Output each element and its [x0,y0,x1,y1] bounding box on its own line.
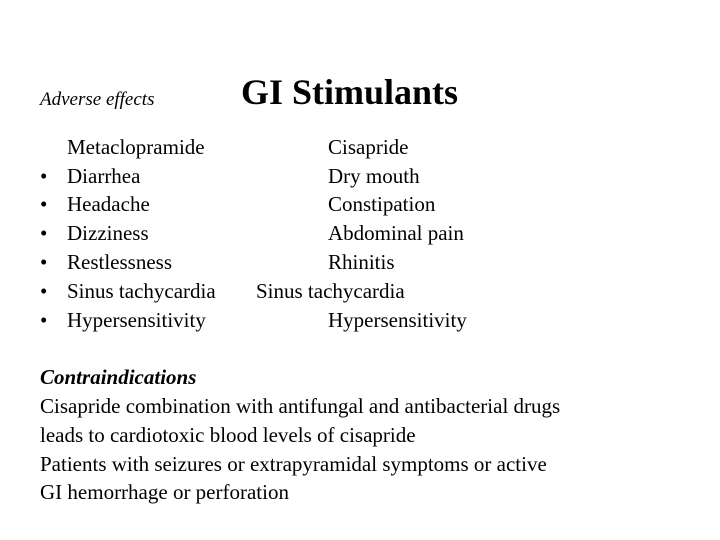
metaclopramide-effect: Headache [67,192,150,216]
contraindication-line: GI hemorrhage or perforation [40,480,289,504]
table-row [0,219,720,248]
contraindication-line: Cisapride combination with antifungal and antibacterial drugs [40,394,561,418]
cisapride-effect: Constipation [328,192,436,216]
table-row [0,190,720,219]
cisapride-effect: Dry mouth [328,164,420,188]
column-header-cisapride: Cisapride [328,135,409,159]
metaclopramide-effect: Diarrhea [67,164,141,188]
table-row [0,162,720,191]
cisapride-effect: Abdominal pain [328,221,464,245]
metaclopramide-effect: Sinus tachycardia [67,279,216,303]
bullet-icon: • [40,250,48,274]
bullet-icon: • [40,308,48,332]
cisapride-effect: Hypersensitivity [328,308,467,332]
column-header-metaclopramide: Metaclopramide [67,135,205,159]
bullet-icon: • [40,221,48,245]
bullet-icon: • [40,279,48,303]
cisapride-effect: Rhinitis [328,250,395,274]
table-row [0,248,720,277]
slide-title: GI Stimulants [241,72,459,112]
metaclopramide-effect: Restlessness [67,250,172,274]
adverse-effects-label: Adverse effects [40,89,155,110]
table-header-row [0,133,720,162]
contraindications-heading: Contraindications [40,365,197,389]
metaclopramide-effect: Hypersensitivity [67,308,206,332]
bullet-icon: • [40,192,48,216]
bullet-icon: • [40,164,48,188]
cisapride-effect: Sinus tachycardia [256,279,405,303]
table-row [0,277,720,306]
metaclopramide-effect: Dizziness [67,221,149,245]
contraindication-line: Patients with seizures or extrapyramidal symptoms or active [40,452,547,476]
table-row [0,306,720,335]
contraindication-line: leads to cardiotoxic blood levels of cisapride [40,423,416,447]
